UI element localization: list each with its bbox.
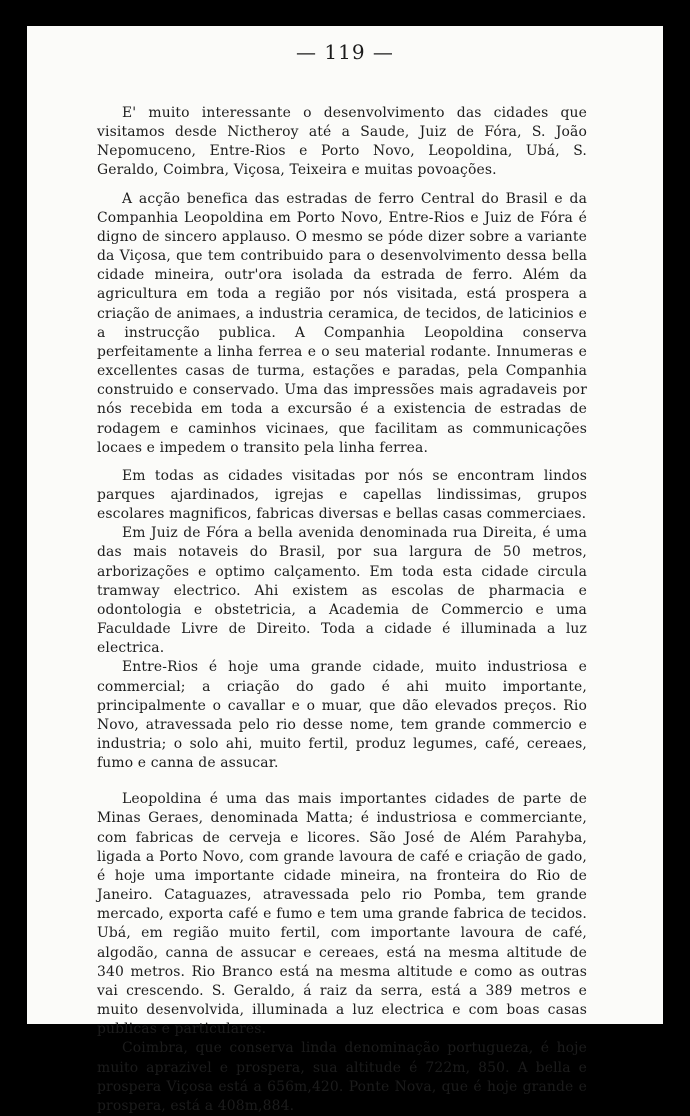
paragraph-cities-development: E' muito interessante o desenvolvimento das cidades que visitamos desde Nictheroy até a Saude, Juiz de Fóra, S. João Nepomuceno, Entre-Rios e Porto Novo, Leopoldina, Ubá, S. Geraldo, Coimbra, Viçosa, Teixeira e muitas povoações. [97, 105, 587, 179]
paragraph-parks: Em todas as cidades visitadas por nós se encontram lindos parques ajardinados, igrejas e capellas lindissimas, grupos escolares magnificos, fabricas diversas e bellas casas commerciaes. [97, 467, 587, 523]
paragraph-coimbra: Coimbra, que conserva linda denominação portugueza, é hoje muito aprazivel e prospera, sua altitude é 722m, 850. A bella e prospera Viçosa está a 656m,420. Ponte Nova, que é hoje grande e prospera, está a 408m,884. [97, 1040, 587, 1114]
paragraph-railways: A acção benefica das estradas de ferro Central do Brasil e da Companhia Leopoldina em Porto Novo, Entre-Rios e Juiz de Fóra é digno de sincero applauso. O mesmo se póde dizer sobre a variante da Viçosa, que tem contribuido para o desenvolvimento dessa bella cidade mineira, outr'ora isolada da estrada de ferro. Além da agricultura em toda a região por nós visitada, está prospera a criação de animaes, a industria ceramica, de tecidos, de laticinios e a instrucção publica. A Companhia Leopoldina conserva perfeitamente a linha ferrea e o seu material rodante. Innumeras e excellentes casas de turma, estações e paradas, pela Companhia construido e conservado. Uma das impressões mais agradaveis por nós recebida em toda a excursão é a existencia de estradas de rodagem e caminhos vicinaes, que facilitam as communicações locaes e impedem o transito pela linha ferrea. [97, 190, 587, 456]
paragraph-juiz-de-fora: Em Juiz de Fóra a bella avenida denominada rua Direita, é uma das mais notaveis do Brasil, por sua largura de 50 metros, arborizações e optimo calçamento. Em toda esta cidade circula tramway electrico. Ahi existem as escolas de pharmacia e odontologia e obstetricia, a Academia de Commercio e uma Faculdade Livre de Direito. Toda a cidade é illuminada a luz electrica. [97, 525, 587, 657]
page-number: — 119 — [296, 40, 394, 64]
paragraph-leopoldina: Leopoldina é uma das mais importantes cidades de parte de Minas Geraes, denominada Matta; é industriosa e commerciante, com fabricas de cerveja e licores. São José de Além Parahyba, ligada a Porto Novo, com grande lavoura de café e criação de gado, é hoje uma importante cidade mineira, na fronteira do Rio de Janeiro. Cataguazes, atravessada pelo rio Pomba, tem grande mercado, exporta café e fumo e tem uma grande fabrica de tecidos. Ubá, em região muito fertil, com importante lavoura de café, algodão, canna de assucar e cereaes, está na mesma altitude de 340 metros. Rio Branco está na mesma altitude e como as outras vai crescendo. S. Geraldo, á raiz da serra, está a 389 metros e muito desenvolvida, illuminada a luz electrica e com boas casas publicas e particulares. [97, 791, 587, 1038]
paragraph-entre-rios: Entre-Rios é hoje uma grande cidade, muito industriosa e commercial; a criação do gado é ahi muito importante, principalmente o cavallar e o muar, que dão elevados preços. Rio Novo, atravessada pelo rio desse nome, tem grande commercio e industria; o solo ahi, muito fertil, produz legumes, café, cereaes, fumo e canna de assucar. [97, 659, 587, 772]
page-body [97, 104, 587, 1116]
